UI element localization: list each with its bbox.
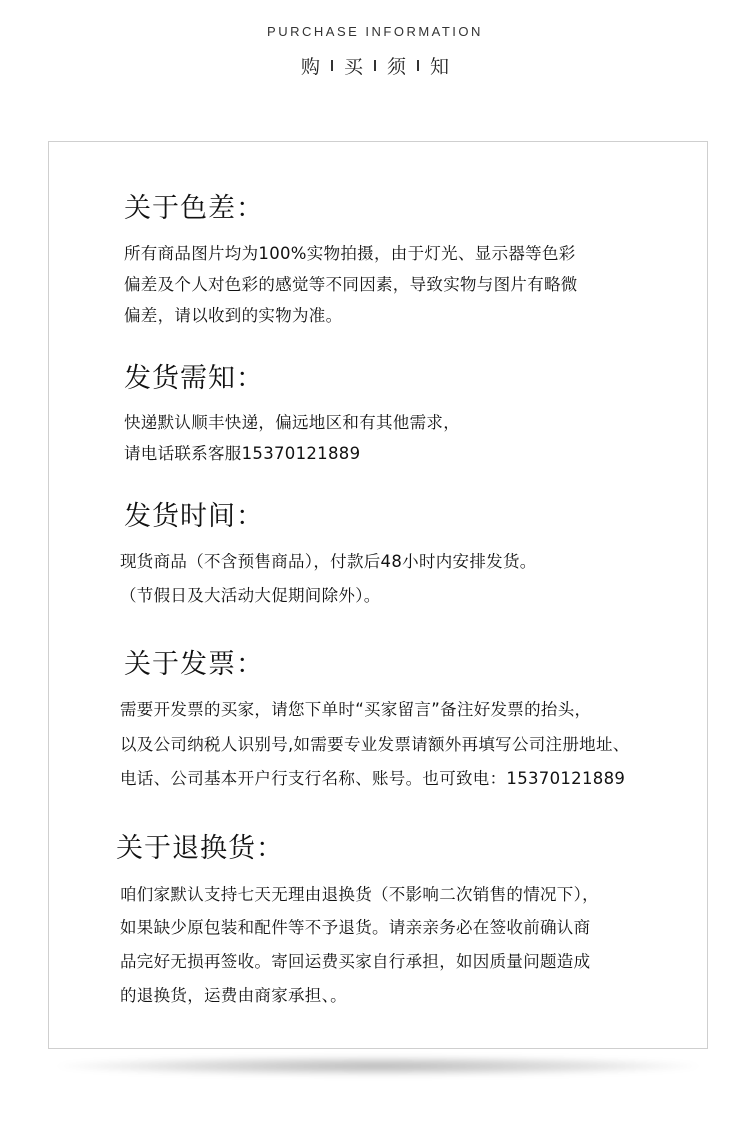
section-text-line: 的退换货，运费由商家承担、。 (120, 986, 347, 1005)
section-text-line: 所有商品图片均为100%实物拍摄，由于灯光、显示器等色彩 (124, 244, 576, 263)
section-text-line: 咱们家默认支持七天无理由退换货（不影响二次销售的情况下）， (120, 885, 599, 904)
section-text-line: 现货商品（不含预售商品），付款后48小时内安排发货。 (120, 552, 537, 571)
title-separator (374, 60, 376, 71)
title-separator (417, 60, 419, 71)
section-text-line: 请电话联系客服15370121889 (124, 444, 361, 463)
english-title: PURCHASE INFORMATION (267, 24, 483, 39)
section-text-line: （节假日及大活动大促期间除外）。 (120, 586, 381, 605)
section-text-line: 需要开发票的买家，请您下单时“买家留言”备注好发票的抬头， (120, 700, 592, 719)
section-text-line: 偏差及个人对色彩的感觉等不同因素，导致实物与图片有略微 (124, 275, 578, 294)
section-title-invoice: 关于发票： (124, 649, 264, 680)
section-title-color-difference: 关于色差： (124, 193, 264, 224)
section-title-returns: 关于退换货： (116, 833, 284, 864)
section-text-line: 品完好无损再签收。寄回运费买家自行承担，如因质量问题造成 (120, 952, 591, 971)
section-title-shipping-time: 发货时间： (124, 501, 264, 532)
title-char: 买 (343, 56, 363, 78)
section-text-line: 偏差，请以收到的实物为准。 (124, 306, 343, 325)
section-text-line: 如果缺少原包装和配件等不予退货。请亲亲务必在签收前确认商 (120, 918, 591, 937)
card-shadow (56, 1056, 700, 1076)
section-text-line: 以及公司纳税人识别号,如需要专业发票请额外再填写公司注册地址、 (120, 735, 630, 754)
title-char: 知 (430, 56, 450, 78)
section-title-shipping-notice: 发货需知： (124, 363, 264, 394)
title-char: 购 (300, 56, 320, 78)
section-text-line: 电话、公司基本开户行支行名称、账号。也可致电：15370121889 (120, 769, 626, 788)
section-text-line: 快递默认顺丰快递，偏远地区和有其他需求， (124, 413, 460, 432)
chinese-title (0, 52, 750, 79)
title-char: 须 (387, 56, 407, 78)
title-separator (331, 60, 333, 71)
